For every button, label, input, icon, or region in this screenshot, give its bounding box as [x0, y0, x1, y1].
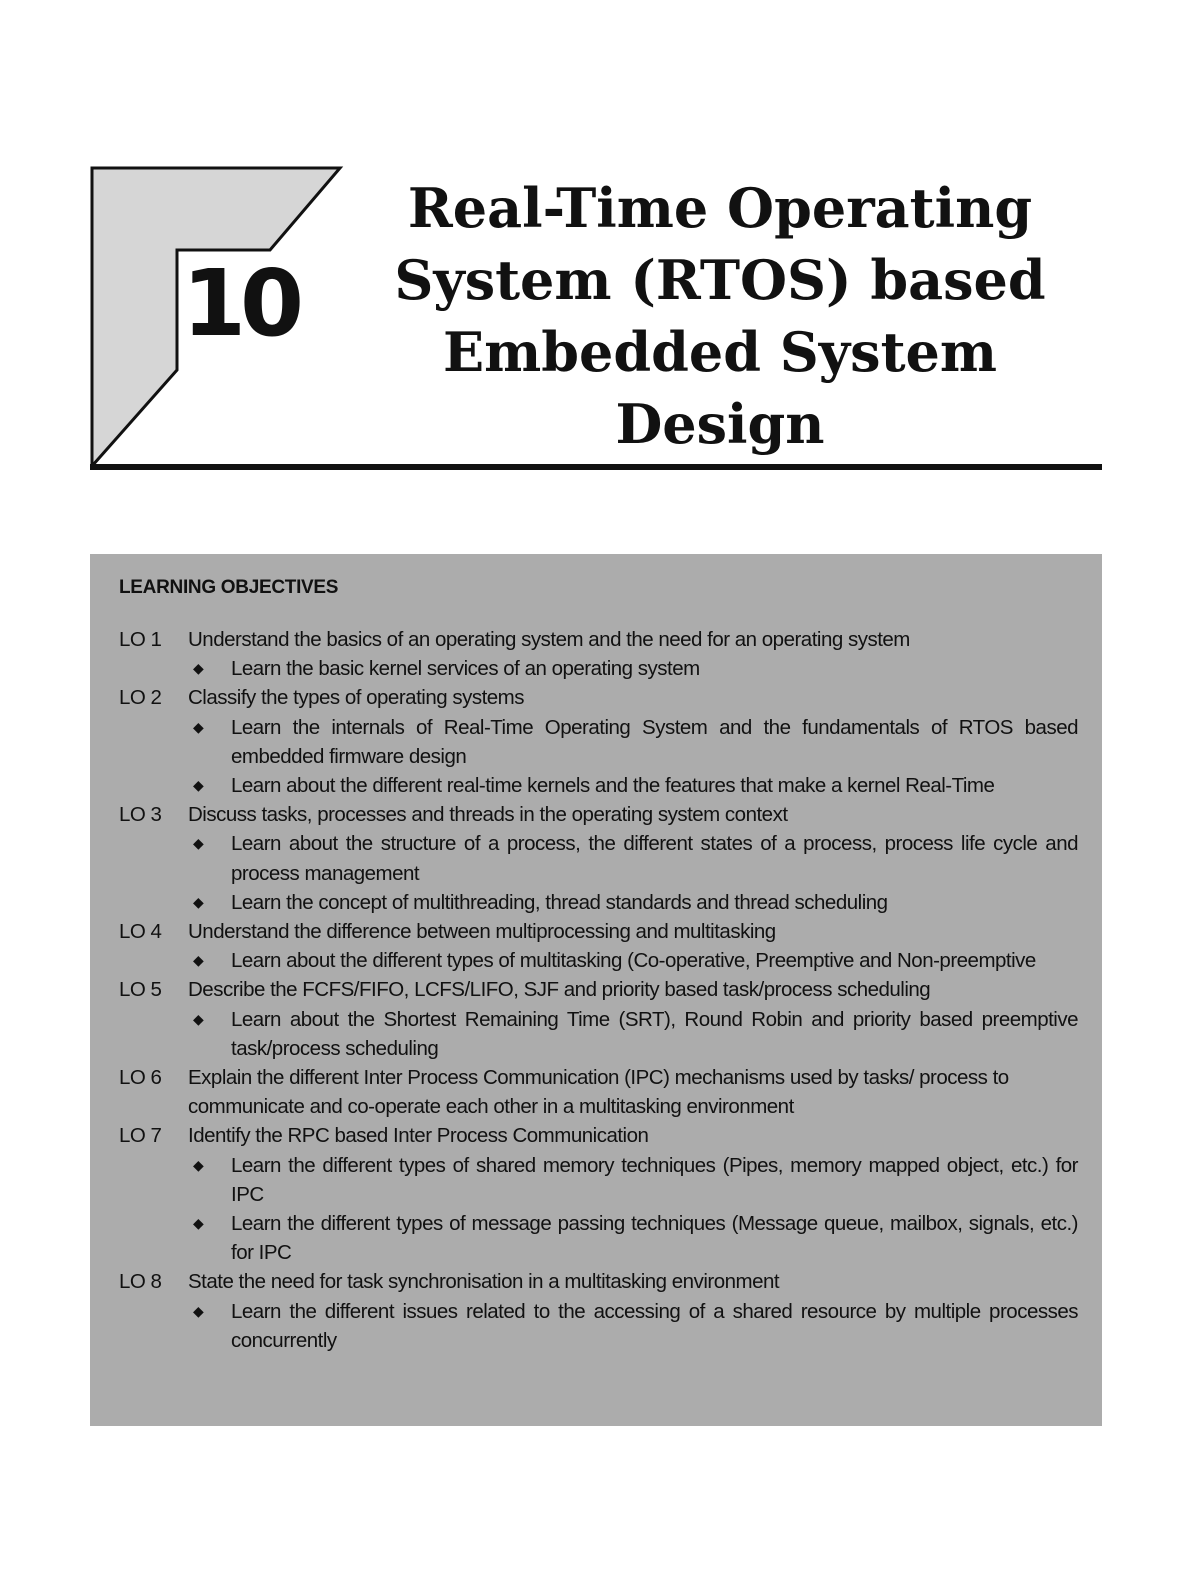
objective-code: LO 7: [119, 1124, 162, 1148]
sub-objective-text: Learn the different issues related to the accessing of a shared resource by multiple processes concurrently: [231, 1299, 1078, 1352]
diamond-bullet-icon: ◆: [193, 1215, 204, 1232]
sub-objective-text: Learn about the structure of a process, the different states of a process, process life cycle and process management: [231, 832, 1078, 885]
sub-objective-text: Learn the concept of multithreading, thread standards and thread scheduling: [231, 890, 888, 914]
chapter-title-line: Design: [615, 392, 825, 456]
sub-objective-text: Learn about the Shortest Remaining Time (SRT), Round Robin and priority based preemptive task/process scheduling: [231, 1007, 1078, 1060]
sub-objective-text: Learn the basic kernel services of an operating system: [231, 657, 700, 681]
objective-text: Identify the RPC based Inter Process Communication: [188, 1124, 649, 1148]
diamond-bullet-icon: ◆: [193, 777, 204, 794]
sub-objective: [119, 1297, 1080, 1355]
chapter-title-line: System (RTOS) based: [394, 248, 1046, 312]
chapter-number: 10: [182, 250, 299, 357]
diamond-bullet-icon: ◆: [193, 718, 204, 735]
objective-code: LO 6: [119, 1066, 162, 1090]
objective-item: [119, 975, 1080, 1004]
objective-item: [119, 917, 1080, 946]
objective-code: LO 2: [119, 686, 162, 710]
objective-text: Understand the difference between multiprocessing and multitasking: [188, 920, 776, 944]
sub-objective-text: Learn about the different real-time kernels and the features that make a kernel Real-Time: [231, 774, 995, 798]
title-rule: [90, 464, 1102, 470]
objective-code: LO 5: [119, 978, 162, 1002]
objective-text: Understand the basics of an operating system and the need for an operating system: [188, 628, 910, 651]
objective-item: [119, 625, 1080, 654]
chapter-title-line: Real-Time Operating: [407, 176, 1033, 240]
learning-objectives-box: [90, 554, 1102, 1426]
objective-item: [119, 1267, 1080, 1296]
sub-objective: [119, 829, 1080, 887]
sub-objective-text: Learn about the different types of multitasking (Co-operative, Preemptive and Non-preemptive: [231, 949, 1036, 973]
sub-objective: [119, 1005, 1080, 1063]
objective-item: [119, 1063, 1080, 1121]
diamond-bullet-icon: ◆: [193, 1010, 204, 1027]
sub-objective: [119, 1209, 1080, 1267]
sub-objective: [119, 771, 1080, 800]
chapter-title-line: Embedded System: [442, 320, 998, 384]
objective-item: [119, 800, 1080, 829]
sub-objective: [119, 946, 1080, 975]
objective-code: LO 8: [119, 1270, 162, 1294]
diamond-bullet-icon: ◆: [193, 660, 204, 677]
objective-text: Describe the FCFS/FIFO, LCFS/LIFO, SJF and priority based task/process scheduling: [188, 978, 931, 1002]
sub-objective-text: Learn the internals of Real-Time Operating System and the fundamentals of RTOS based embedded firmware design: [231, 715, 1078, 768]
objective-text: Classify the types of operating systems: [188, 686, 524, 710]
objective-item: [119, 683, 1080, 712]
sub-objective-text: Learn the different types of shared memory techniques (Pipes, memory mapped object, etc.) for IPC: [231, 1153, 1078, 1206]
objective-text: State the need for task synchronisation in a multitasking environment: [188, 1270, 780, 1294]
diamond-bullet-icon: ◆: [193, 1302, 204, 1319]
sub-objective: [119, 654, 1080, 683]
objective-code: LO 1: [119, 628, 162, 651]
objective-code: LO 3: [119, 803, 162, 827]
sub-objective-text: Learn the different types of message passing techniques (Message queue, mailbox, signals, etc.) for IPC: [231, 1212, 1078, 1265]
sub-objective: [119, 1151, 1080, 1209]
objective-text: Explain the different Inter Process Communication (IPC) mechanisms used by tasks/ process to communicate and co-operate each other in a multitasking environment: [188, 1066, 1009, 1119]
diamond-bullet-icon: ◆: [193, 952, 204, 969]
objective-code: LO 4: [119, 920, 162, 944]
sub-objective: [119, 713, 1080, 771]
diamond-bullet-icon: ◆: [193, 1156, 204, 1173]
diamond-bullet-icon: ◆: [193, 835, 204, 852]
objective-text: Discuss tasks, processes and threads in the operating system context: [188, 803, 788, 827]
objective-item: [119, 1121, 1080, 1150]
sub-objective: [119, 888, 1080, 917]
diamond-bullet-icon: ◆: [193, 893, 204, 910]
chapter-title: [360, 172, 1080, 460]
learning-objectives-heading: LEARNING OBJECTIVES: [119, 577, 339, 598]
